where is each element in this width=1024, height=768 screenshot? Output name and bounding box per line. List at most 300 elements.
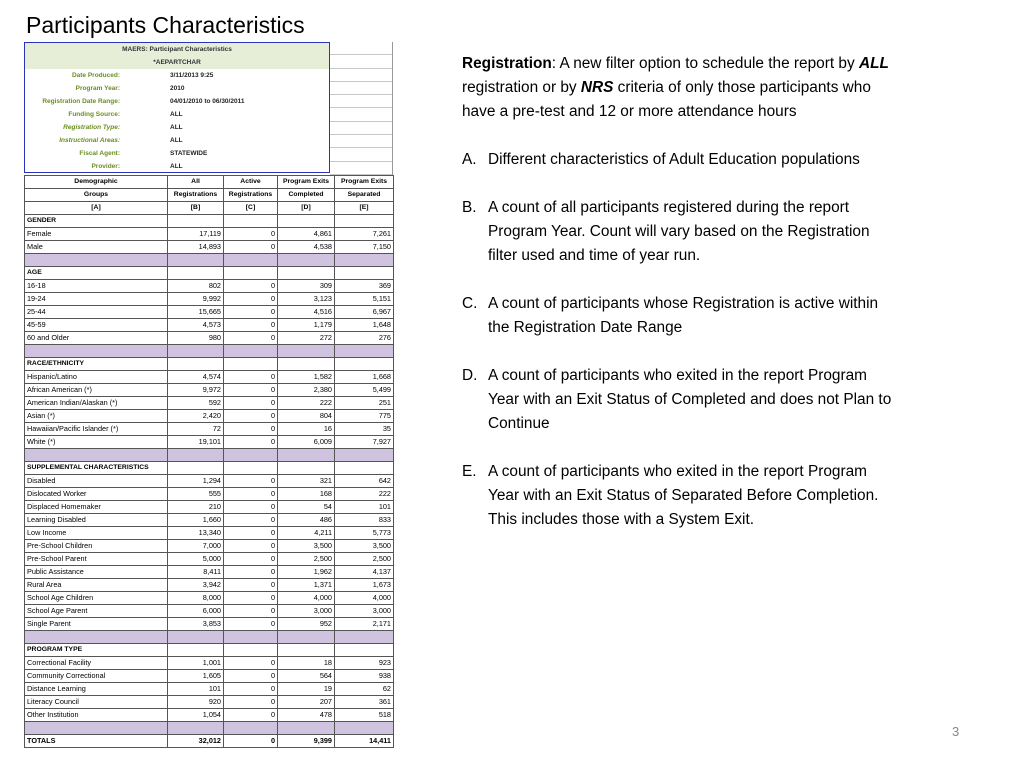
row-label: Rural Area bbox=[25, 579, 168, 592]
row-label: RACE/ETHNICITY bbox=[25, 358, 168, 371]
row-value: 35 bbox=[335, 423, 394, 436]
note-item bbox=[462, 460, 892, 532]
row-label: Hispanic/Latino bbox=[25, 371, 168, 384]
row-value bbox=[278, 267, 335, 280]
row-value: 6,000 bbox=[168, 605, 224, 618]
row-value bbox=[224, 215, 278, 228]
row-label: 19-24 bbox=[25, 293, 168, 306]
table-row bbox=[25, 280, 394, 293]
row-value: 0 bbox=[224, 410, 278, 423]
participant-table bbox=[24, 175, 394, 748]
row-value: 952 bbox=[278, 618, 335, 631]
note-text: A count of participants whose Registration is active within the Registration Date Range bbox=[488, 295, 879, 336]
row-value: 478 bbox=[278, 709, 335, 722]
row-value bbox=[278, 644, 335, 657]
row-label: AGE bbox=[25, 267, 168, 280]
parameter-label: Date Produced: bbox=[71, 72, 120, 79]
row-value: 3,000 bbox=[278, 605, 335, 618]
row-value: 3,123 bbox=[278, 293, 335, 306]
row-value: 4,000 bbox=[278, 592, 335, 605]
row-label: White (*) bbox=[25, 436, 168, 449]
section-separator bbox=[25, 254, 394, 267]
row-value: 0 bbox=[224, 683, 278, 696]
row-value: 2,380 bbox=[278, 384, 335, 397]
row-value bbox=[168, 631, 224, 644]
table-row bbox=[25, 306, 394, 319]
column-header-row bbox=[25, 202, 394, 215]
table-row bbox=[25, 397, 394, 410]
row-value: 101 bbox=[168, 683, 224, 696]
parameter-row bbox=[25, 121, 329, 134]
row-label: Pre-School Parent bbox=[25, 553, 168, 566]
row-value: 0 bbox=[224, 293, 278, 306]
row-label bbox=[25, 631, 168, 644]
row-value: 1,962 bbox=[278, 566, 335, 579]
row-value bbox=[224, 345, 278, 358]
note-letter: C. bbox=[462, 295, 478, 312]
row-value: 0 bbox=[224, 709, 278, 722]
row-value: 2,500 bbox=[335, 553, 394, 566]
row-value bbox=[278, 462, 335, 475]
row-label: GENDER bbox=[25, 215, 168, 228]
row-label: Dislocated Worker bbox=[25, 488, 168, 501]
row-value: 642 bbox=[335, 475, 394, 488]
row-value bbox=[278, 449, 335, 462]
row-label: Asian (*) bbox=[25, 410, 168, 423]
row-value bbox=[335, 462, 394, 475]
section-header-row bbox=[25, 267, 394, 280]
row-value: [E] bbox=[335, 202, 394, 215]
row-value: 101 bbox=[335, 501, 394, 514]
row-label: Female bbox=[25, 228, 168, 241]
row-value: 0 bbox=[224, 514, 278, 527]
row-value: 0 bbox=[224, 332, 278, 345]
row-value: 0 bbox=[224, 306, 278, 319]
slide-title: Participants Characteristics bbox=[26, 12, 305, 38]
row-value: 72 bbox=[168, 423, 224, 436]
row-value: Program Exits bbox=[335, 176, 394, 189]
row-value: 4,573 bbox=[168, 319, 224, 332]
parameter-label: Fiscal Agent: bbox=[79, 150, 120, 157]
table-row bbox=[25, 566, 394, 579]
row-value: 1,294 bbox=[168, 475, 224, 488]
note-text: Different characteristics of Adult Education populations bbox=[488, 151, 860, 168]
row-value: 5,773 bbox=[335, 527, 394, 540]
row-label: School Age Parent bbox=[25, 605, 168, 618]
row-value bbox=[335, 644, 394, 657]
row-value: 923 bbox=[335, 657, 394, 670]
row-label: School Age Children bbox=[25, 592, 168, 605]
row-value: 0 bbox=[224, 397, 278, 410]
report-title: MAERS: Participant Characteristics bbox=[25, 43, 329, 56]
row-value: Active bbox=[224, 176, 278, 189]
row-label bbox=[25, 254, 168, 267]
row-value bbox=[335, 722, 394, 735]
parameter-value: ALL bbox=[170, 111, 183, 118]
parameter-value: STATEWIDE bbox=[170, 150, 208, 157]
table-row bbox=[25, 228, 394, 241]
note-text: A count of all participants registered during the report Program Year. Count will vary based on the Registration filter used and time of year run. bbox=[488, 199, 870, 264]
row-value: 3,942 bbox=[168, 579, 224, 592]
row-value: 1,668 bbox=[335, 371, 394, 384]
row-label: 60 and Older bbox=[25, 332, 168, 345]
parameter-row bbox=[25, 108, 329, 121]
all-label: ALL bbox=[858, 55, 889, 72]
row-value bbox=[168, 358, 224, 371]
row-value: 16 bbox=[278, 423, 335, 436]
section-separator bbox=[25, 631, 394, 644]
parameter-label: Program Year: bbox=[75, 85, 120, 92]
section-separator bbox=[25, 345, 394, 358]
row-value bbox=[224, 631, 278, 644]
notes-panel bbox=[462, 52, 892, 556]
table-row bbox=[25, 423, 394, 436]
row-value: Separated bbox=[335, 189, 394, 202]
row-value bbox=[335, 449, 394, 462]
row-label: African American (*) bbox=[25, 384, 168, 397]
parameter-label: Registration Type: bbox=[63, 124, 120, 131]
row-label: Distance Learning bbox=[25, 683, 168, 696]
section-header-row bbox=[25, 215, 394, 228]
table-row bbox=[25, 319, 394, 332]
row-value bbox=[224, 449, 278, 462]
table-row bbox=[25, 670, 394, 683]
row-value: 7,150 bbox=[335, 241, 394, 254]
row-label: 25-44 bbox=[25, 306, 168, 319]
table-row bbox=[25, 501, 394, 514]
row-value bbox=[278, 254, 335, 267]
row-value: 321 bbox=[278, 475, 335, 488]
row-value: 1,179 bbox=[278, 319, 335, 332]
row-value bbox=[278, 358, 335, 371]
row-value: 14,893 bbox=[168, 241, 224, 254]
row-value: 3,500 bbox=[335, 540, 394, 553]
row-value: 276 bbox=[335, 332, 394, 345]
table-row bbox=[25, 293, 394, 306]
row-value: 938 bbox=[335, 670, 394, 683]
parameter-row bbox=[25, 134, 329, 147]
note-text: A count of participants who exited in the report Program Year with an Exit Status of Completed and does not Plan to Continue bbox=[488, 367, 892, 432]
row-value: [D] bbox=[278, 202, 335, 215]
row-value: 1,660 bbox=[168, 514, 224, 527]
row-value: 6,009 bbox=[278, 436, 335, 449]
row-value: 15,665 bbox=[168, 306, 224, 319]
row-label: SUPPLEMENTAL CHARACTERISTICS bbox=[25, 462, 168, 475]
row-value: 0 bbox=[224, 527, 278, 540]
row-label: Community Correctional bbox=[25, 670, 168, 683]
table-row bbox=[25, 540, 394, 553]
table-row bbox=[25, 436, 394, 449]
row-value: 210 bbox=[168, 501, 224, 514]
row-value: 0 bbox=[224, 280, 278, 293]
row-value: 0 bbox=[224, 657, 278, 670]
row-value: 1,371 bbox=[278, 579, 335, 592]
row-value: 19,101 bbox=[168, 436, 224, 449]
row-value: 9,972 bbox=[168, 384, 224, 397]
row-value: 207 bbox=[278, 696, 335, 709]
parameter-value: 3/11/2013 9:25 bbox=[170, 72, 214, 79]
note-letter: A. bbox=[462, 151, 477, 168]
row-value bbox=[278, 215, 335, 228]
table-row bbox=[25, 709, 394, 722]
row-value: 3,853 bbox=[168, 618, 224, 631]
row-value: 5,151 bbox=[335, 293, 394, 306]
row-value: 251 bbox=[335, 397, 394, 410]
row-label: Demographic bbox=[25, 176, 168, 189]
row-value: 9,399 bbox=[278, 735, 335, 748]
column-header-row bbox=[25, 189, 394, 202]
section-header-row bbox=[25, 358, 394, 371]
note-letter: D. bbox=[462, 367, 478, 384]
note-text: A count of participants who exited in the report Program Year with an Exit Status of Separated Before Completion. This includes those with a System Exit. bbox=[488, 463, 879, 528]
table-row bbox=[25, 514, 394, 527]
row-value: 0 bbox=[224, 618, 278, 631]
parameter-value: 2010 bbox=[170, 85, 185, 92]
row-value: 4,516 bbox=[278, 306, 335, 319]
table-row bbox=[25, 384, 394, 397]
row-label: PROGRAM TYPE bbox=[25, 644, 168, 657]
report-header bbox=[24, 42, 393, 175]
report-parameters-box bbox=[24, 42, 330, 173]
row-value: 4,574 bbox=[168, 371, 224, 384]
parameter-row bbox=[25, 82, 329, 95]
row-value bbox=[278, 345, 335, 358]
row-value: 1,605 bbox=[168, 670, 224, 683]
row-label: [A] bbox=[25, 202, 168, 215]
row-label: Literacy Council bbox=[25, 696, 168, 709]
parameter-label: Registration Date Range: bbox=[42, 98, 120, 105]
row-value: 0 bbox=[224, 579, 278, 592]
parameter-row bbox=[25, 147, 329, 160]
row-label: Low Income bbox=[25, 527, 168, 540]
row-value: 222 bbox=[335, 488, 394, 501]
row-value: 0 bbox=[224, 735, 278, 748]
parameter-value: ALL bbox=[170, 137, 183, 144]
table-row bbox=[25, 696, 394, 709]
section-header-row bbox=[25, 644, 394, 657]
table-row bbox=[25, 592, 394, 605]
row-value: 0 bbox=[224, 670, 278, 683]
row-value: 14,411 bbox=[335, 735, 394, 748]
row-value: 272 bbox=[278, 332, 335, 345]
row-label: American Indian/Alaskan (*) bbox=[25, 397, 168, 410]
row-value bbox=[224, 462, 278, 475]
row-value: Registrations bbox=[168, 189, 224, 202]
row-value: 32,012 bbox=[168, 735, 224, 748]
row-value: 0 bbox=[224, 488, 278, 501]
registration-label: Registration bbox=[462, 55, 552, 72]
row-value: 369 bbox=[335, 280, 394, 293]
row-value: 17,119 bbox=[168, 228, 224, 241]
row-value: 7,000 bbox=[168, 540, 224, 553]
row-value: 0 bbox=[224, 423, 278, 436]
row-value bbox=[168, 462, 224, 475]
row-value: 1,054 bbox=[168, 709, 224, 722]
table-row bbox=[25, 410, 394, 423]
row-value: 9,992 bbox=[168, 293, 224, 306]
row-value: 564 bbox=[278, 670, 335, 683]
row-value: 0 bbox=[224, 540, 278, 553]
row-label: Groups bbox=[25, 189, 168, 202]
row-value: 0 bbox=[224, 436, 278, 449]
row-value: All bbox=[168, 176, 224, 189]
row-value: Completed bbox=[278, 189, 335, 202]
table-row bbox=[25, 241, 394, 254]
row-value: 920 bbox=[168, 696, 224, 709]
row-value: 8,000 bbox=[168, 592, 224, 605]
row-label bbox=[25, 722, 168, 735]
row-value: 0 bbox=[224, 319, 278, 332]
table-row bbox=[25, 371, 394, 384]
registration-text-3: criteria of only those participants who have a pre-test and 12 or more attendance hours bbox=[462, 79, 871, 120]
row-value: 5,000 bbox=[168, 553, 224, 566]
table-row bbox=[25, 579, 394, 592]
row-label: Learning Disabled bbox=[25, 514, 168, 527]
report-parameters bbox=[25, 69, 329, 173]
parameter-value: 04/01/2010 to 06/30/2011 bbox=[170, 98, 245, 105]
row-value bbox=[335, 345, 394, 358]
row-value: 802 bbox=[168, 280, 224, 293]
row-value: 0 bbox=[224, 501, 278, 514]
row-label: Disabled bbox=[25, 475, 168, 488]
registration-text-2: registration or by bbox=[462, 79, 581, 96]
parameter-row bbox=[25, 160, 329, 173]
row-value: Registrations bbox=[224, 189, 278, 202]
row-label: 16-18 bbox=[25, 280, 168, 293]
row-value: 592 bbox=[168, 397, 224, 410]
report-panel bbox=[24, 42, 393, 748]
row-value: [B] bbox=[168, 202, 224, 215]
row-label: Male bbox=[25, 241, 168, 254]
parameter-value: ALL bbox=[170, 163, 183, 170]
row-value bbox=[335, 358, 394, 371]
parameter-row bbox=[25, 69, 329, 82]
row-value: 4,137 bbox=[335, 566, 394, 579]
parameter-label: Funding Source: bbox=[68, 111, 120, 118]
row-label: TOTALS bbox=[25, 735, 168, 748]
note-item bbox=[462, 364, 892, 436]
row-value: 3,500 bbox=[278, 540, 335, 553]
row-label: Single Parent bbox=[25, 618, 168, 631]
note-item bbox=[462, 148, 892, 172]
table-row bbox=[25, 618, 394, 631]
row-value: 2,420 bbox=[168, 410, 224, 423]
row-value: 980 bbox=[168, 332, 224, 345]
report-code: *AEPARTCHAR bbox=[25, 56, 329, 69]
row-value: 775 bbox=[335, 410, 394, 423]
row-value bbox=[224, 267, 278, 280]
row-value: 804 bbox=[278, 410, 335, 423]
row-value bbox=[278, 722, 335, 735]
table-row bbox=[25, 332, 394, 345]
row-value: 222 bbox=[278, 397, 335, 410]
row-value bbox=[168, 644, 224, 657]
row-value bbox=[168, 722, 224, 735]
row-value: 2,500 bbox=[278, 553, 335, 566]
row-value: 62 bbox=[335, 683, 394, 696]
row-value: 0 bbox=[224, 228, 278, 241]
row-label: 45-59 bbox=[25, 319, 168, 332]
nrs-label: NRS bbox=[580, 79, 614, 96]
section-separator bbox=[25, 722, 394, 735]
notes-list bbox=[462, 148, 892, 532]
row-value bbox=[335, 254, 394, 267]
row-value: 0 bbox=[224, 605, 278, 618]
row-value: 168 bbox=[278, 488, 335, 501]
row-value: 486 bbox=[278, 514, 335, 527]
parameter-value: ALL bbox=[170, 124, 183, 131]
row-value: 7,261 bbox=[335, 228, 394, 241]
row-value: 5,499 bbox=[335, 384, 394, 397]
table-row bbox=[25, 553, 394, 566]
row-label: Displaced Homemaker bbox=[25, 501, 168, 514]
row-value: 0 bbox=[224, 475, 278, 488]
page-number: 3 bbox=[952, 724, 960, 739]
totals-row bbox=[25, 735, 394, 748]
table-row bbox=[25, 605, 394, 618]
row-value bbox=[224, 722, 278, 735]
table-row bbox=[25, 527, 394, 540]
row-value bbox=[335, 267, 394, 280]
row-value: Program Exits bbox=[278, 176, 335, 189]
row-value: 361 bbox=[335, 696, 394, 709]
parameter-label: Instructional Areas: bbox=[59, 137, 120, 144]
row-value: 4,861 bbox=[278, 228, 335, 241]
row-value: 8,411 bbox=[168, 566, 224, 579]
row-label: Public Assistance bbox=[25, 566, 168, 579]
row-value: 13,340 bbox=[168, 527, 224, 540]
row-label: Correctional Facility bbox=[25, 657, 168, 670]
note-letter: E. bbox=[462, 463, 477, 480]
section-separator bbox=[25, 449, 394, 462]
row-value: [C] bbox=[224, 202, 278, 215]
row-value: 4,000 bbox=[335, 592, 394, 605]
row-value: 833 bbox=[335, 514, 394, 527]
row-value bbox=[224, 644, 278, 657]
row-value: 0 bbox=[224, 553, 278, 566]
row-value bbox=[168, 254, 224, 267]
parameter-label: Provider: bbox=[91, 163, 120, 170]
row-value: 4,538 bbox=[278, 241, 335, 254]
row-label: Other Institution bbox=[25, 709, 168, 722]
row-value bbox=[168, 215, 224, 228]
row-value: 518 bbox=[335, 709, 394, 722]
row-value bbox=[335, 215, 394, 228]
row-value: 0 bbox=[224, 384, 278, 397]
table-row bbox=[25, 683, 394, 696]
row-value bbox=[335, 631, 394, 644]
row-value: 0 bbox=[224, 592, 278, 605]
row-value: 309 bbox=[278, 280, 335, 293]
row-value: 54 bbox=[278, 501, 335, 514]
row-value bbox=[168, 267, 224, 280]
note-letter: B. bbox=[462, 199, 477, 216]
row-value: 19 bbox=[278, 683, 335, 696]
table-row bbox=[25, 657, 394, 670]
row-value: 18 bbox=[278, 657, 335, 670]
row-value: 1,648 bbox=[335, 319, 394, 332]
note-item bbox=[462, 292, 892, 340]
row-value: 0 bbox=[224, 371, 278, 384]
row-value: 0 bbox=[224, 566, 278, 579]
row-value: 555 bbox=[168, 488, 224, 501]
report-header-side bbox=[330, 42, 393, 175]
row-value: 7,927 bbox=[335, 436, 394, 449]
row-value bbox=[168, 345, 224, 358]
registration-paragraph bbox=[462, 52, 892, 124]
column-header-row bbox=[25, 176, 394, 189]
row-value bbox=[278, 631, 335, 644]
